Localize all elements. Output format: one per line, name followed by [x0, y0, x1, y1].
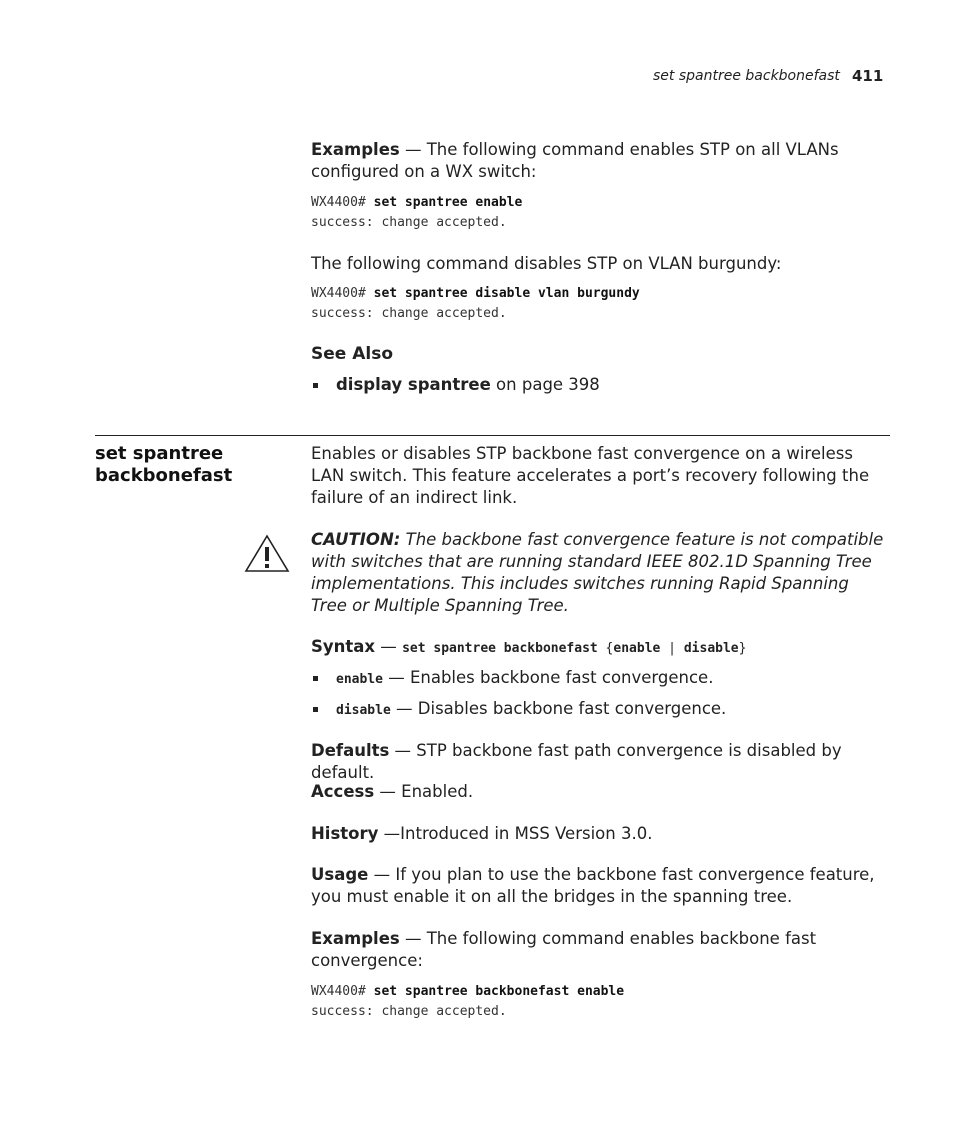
access-text: — Enabled.: [374, 782, 474, 801]
bullet-icon: [313, 676, 318, 681]
usage-text: — If you plan to use the backbone fast convergence feature, you must enable it on all the bridges in the spanning tree.: [311, 865, 875, 906]
code-block-2: [311, 284, 640, 324]
caution-label: CAUTION:: [311, 530, 401, 549]
section-heading: [95, 443, 232, 487]
section-heading-line-2: backbonefast: [95, 465, 233, 486]
option-enable: [336, 667, 713, 691]
option-enable-keyword: enable: [336, 672, 383, 687]
caution-text: The backbone fast convergence feature is not compatible with switches that are running standard IEEE 802.1D Spanning Tree implementations. This includes switches running Rapid Spanning Tree or Multiple Spanning Tree.: [311, 530, 884, 615]
option-disable: [336, 698, 726, 722]
syntax-option-disable: disable: [683, 641, 739, 656]
defaults-paragraph: [311, 740, 891, 784]
see-also-heading: See Also: [311, 344, 394, 364]
code-block-3: [311, 982, 624, 1022]
syntax-label: Syntax: [311, 637, 376, 656]
code-command: set spantree backbonefast enable: [373, 984, 625, 999]
code-command: set spantree enable: [373, 195, 523, 210]
history-text: —Introduced in MSS Version 3.0.: [378, 824, 653, 843]
code-prompt: WX4400#: [311, 286, 366, 301]
access-label: Access: [311, 782, 375, 801]
code-command: set spantree disable vlan burgundy: [373, 286, 640, 301]
examples-paragraph-1: [311, 139, 871, 183]
code-result: success: change accepted.: [311, 215, 507, 230]
examples-text: — The following command enables STP on all VLANs configured on a WX switch:: [311, 140, 839, 181]
section-intro: Enables or disables STP backbone fast convergence on a wireless LAN switch. This feature accelerates a port’s recovery following the failure of an indirect link.: [311, 444, 870, 507]
syntax-dash: —: [375, 637, 403, 656]
see-also-item: [336, 374, 600, 396]
examples-label: Examples: [311, 929, 400, 948]
see-also-page-ref: on page 398: [490, 375, 600, 394]
caution-paragraph: [311, 529, 886, 617]
code-result: success: change accepted.: [311, 1004, 507, 1019]
usage-paragraph: [311, 864, 891, 908]
history-label: History: [311, 824, 379, 843]
examples-label: Examples: [311, 140, 400, 159]
syntax-pipe: |: [660, 641, 684, 656]
syntax-line: [311, 636, 746, 660]
page-number: 411: [852, 67, 884, 85]
usage-label: Usage: [311, 865, 369, 884]
syntax-option-enable: enable: [613, 641, 661, 656]
syntax-brace-close: }: [738, 641, 747, 656]
code-result: success: change accepted.: [311, 306, 507, 321]
code-block-1: [311, 193, 522, 233]
bullet-icon: [313, 707, 318, 712]
see-also-link[interactable]: display spantree: [336, 375, 491, 394]
section-divider: [95, 435, 890, 436]
section-heading-line-1: set spantree: [95, 443, 224, 464]
option-disable-keyword: disable: [336, 703, 391, 718]
examples-paragraph-3: [311, 928, 856, 972]
history-paragraph: [311, 823, 652, 845]
examples-paragraph-2: The following command disables STP on VLAN burgundy:: [311, 254, 782, 273]
defaults-text: — STP backbone fast path convergence is disabled by default.: [311, 741, 842, 782]
bullet-icon: [313, 383, 318, 388]
code-prompt: WX4400#: [311, 195, 366, 210]
defaults-label: Defaults: [311, 741, 390, 760]
syntax-command: set spantree backbonefast: [402, 641, 598, 656]
option-disable-desc: — Disables backbone fast convergence.: [390, 699, 727, 718]
running-header-title: set spantree backbonefast: [653, 68, 840, 84]
caution-warning-icon: [244, 533, 290, 573]
option-enable-desc: — Enables backbone fast convergence.: [382, 668, 714, 687]
syntax-brace-open: {: [597, 641, 614, 656]
access-paragraph: [311, 781, 473, 803]
code-prompt: WX4400#: [311, 984, 366, 999]
examples-text: — The following command enables backbone fast convergence:: [311, 929, 817, 970]
